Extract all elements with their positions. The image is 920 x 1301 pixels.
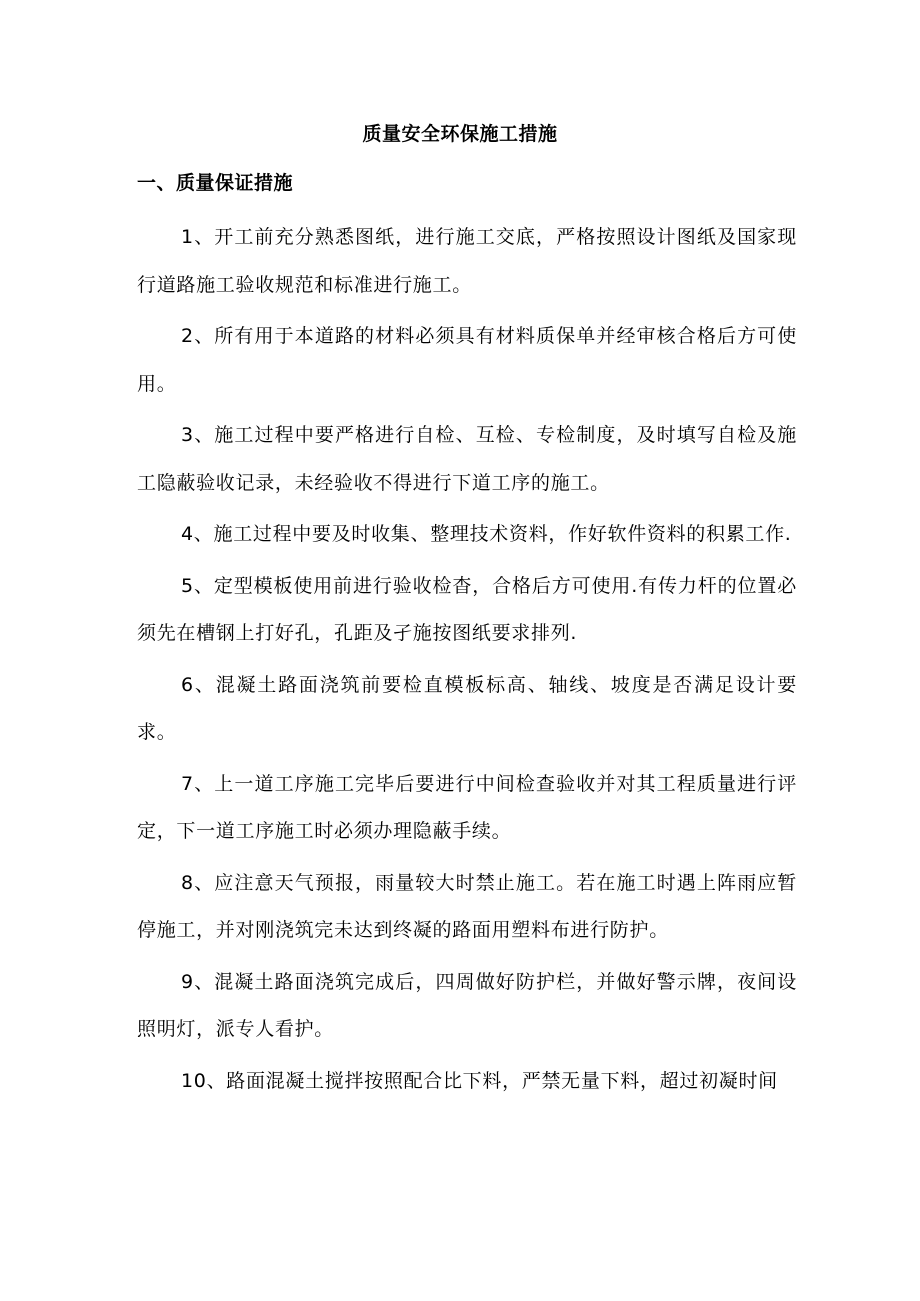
measure-item-2: 2、所有用于本道路的材料必须具有材料质保单并经审核合格后方可使用。 <box>137 325 797 395</box>
measure-item-1: 1、开工前充分熟悉图纸，进行施工交底，严格按照设计图纸及国家现行道路施工验收规范和标准进行施工。 <box>137 226 797 296</box>
measure-list <box>137 214 797 1109</box>
measure-item-10: 10、路面混凝土搅拌按照配合比下料，严禁无量下料，超过初凝时间 <box>181 1069 778 1092</box>
measure-item-7: 7、上一道工序施工完毕后要进行中间检查验收并对其工程质量进行评定，下一道工序施工时必须办理隐蔽手续。 <box>137 772 797 842</box>
measure-item-8: 8、应注意天气预报，雨量较大时禁止施工。若在施工时遇上阵雨应暂停施工，并对刚浇筑完未达到终凝的路面用塑料布进行防护。 <box>137 871 797 941</box>
measure-item-6: 6、混凝土路面浇筑前要检直模板标高、轴线、坡度是否满足设计要求。 <box>137 673 797 743</box>
measure-item-3: 3、施工过程中要严格进行自检、互检、专检制度，及时填写自检及施工隐蔽验收记录，未经验收不得进行下道工序的施工。 <box>137 424 797 494</box>
measure-item-4: 4、施工过程中要及时收集、整理技术资料，作好软件资料的积累工作. <box>181 523 792 545</box>
measure-item-5: 5、定型模板使用前进行验收检杳，合格后方可使用.有传力杆的位置必须先在槽钢上打好孔，孔距及孑施按图纸要求排列. <box>137 574 797 644</box>
document-title: 质量安全环保施工措施 <box>362 123 558 145</box>
section-heading: 一、质量保证措施 <box>137 172 294 194</box>
measure-item-9: 9、混凝土路面浇筑完成后，四周做好防护栏，并做好警示牌，夜间设照明灯，派专人看护。 <box>137 970 797 1040</box>
